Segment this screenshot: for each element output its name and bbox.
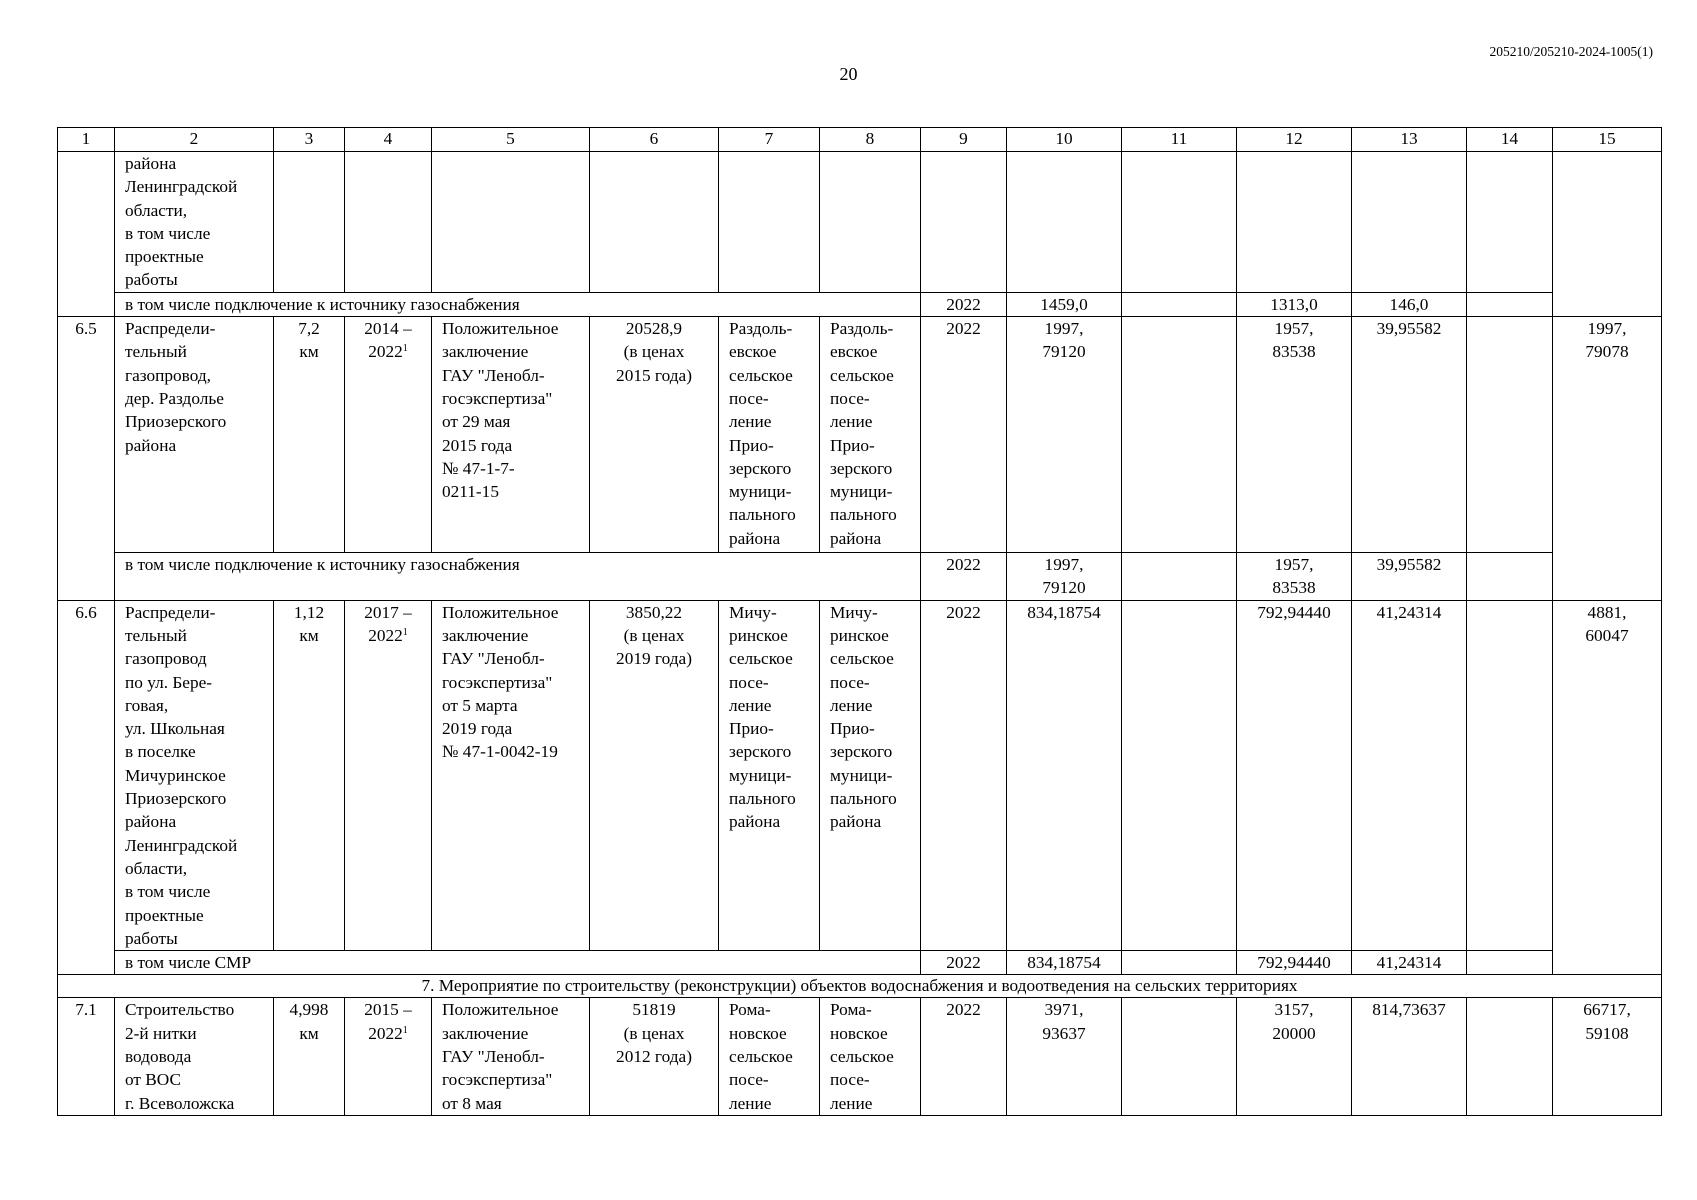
column-header: 1 bbox=[58, 128, 115, 152]
cell-c12: 3157, 20000 bbox=[1237, 998, 1352, 1116]
footnote-mark: 1 bbox=[402, 626, 408, 638]
cell-c12: 792,94440 bbox=[1237, 951, 1352, 975]
cell-period: 2015 – 2022$^1$ bbox=[345, 998, 432, 1116]
cell-year: 2022 bbox=[921, 553, 1007, 601]
cell-c15: 1997, 79078 bbox=[1553, 317, 1662, 601]
footnote-mark: 1 bbox=[402, 1024, 408, 1036]
cell-c10: 1997, 79120 bbox=[1007, 553, 1122, 601]
cell-period: 2017 – 2022$^1$ bbox=[345, 600, 432, 950]
page-number: 20 bbox=[839, 64, 858, 84]
column-header: 9 bbox=[921, 128, 1007, 152]
cell-name: Распредели- тельный газопровод по ул. Бере- говая, ул. Школьная в поселке Мичуринское Приозерского района Ленинградской области, в том числе проектные работы bbox=[115, 600, 274, 950]
subrow-label: в том числе подключение к источнику газоснабжения bbox=[115, 292, 921, 316]
subrow-label: в том числе подключение к источнику газоснабжения bbox=[115, 553, 921, 601]
cell-c10: 3971, 93637 bbox=[1007, 998, 1122, 1116]
section-title: 7. Мероприятие по строительству (реконструкции) объектов водоснабжения и водоотведения на сельских территориях bbox=[58, 975, 1662, 998]
column-header: 10 bbox=[1007, 128, 1122, 152]
table-subrow bbox=[58, 553, 1662, 601]
column-header: 15 bbox=[1553, 128, 1662, 152]
column-header: 4 bbox=[345, 128, 432, 152]
cell-year: 2022 bbox=[921, 600, 1007, 950]
table-row bbox=[58, 152, 1662, 293]
cell-c7: Рома- новское сельское посе- ление bbox=[719, 998, 820, 1116]
cell-expertise: Положительное заключение ГАУ "Ленобл- госэкспертиза" от 5 марта 2019 года № 47-1-0042-19 bbox=[432, 600, 590, 950]
subrow-label: в том числе СМР bbox=[115, 951, 921, 975]
table-row bbox=[58, 317, 1662, 553]
cell-expertise: Положительное заключение ГАУ "Ленобл- госэкспертиза" от 8 мая bbox=[432, 998, 590, 1116]
table-row bbox=[58, 998, 1662, 1116]
cell-c12: 1313,0 bbox=[1237, 292, 1352, 316]
cell-c7: Мичу- ринское сельское посе- ление Прио- зерского муници- пального района bbox=[719, 600, 820, 950]
cell-c13: 39,95582 bbox=[1352, 553, 1467, 601]
cell-c12: 1957, 83538 bbox=[1237, 317, 1352, 553]
column-header: 2 bbox=[115, 128, 274, 152]
column-header: 12 bbox=[1237, 128, 1352, 152]
cell-cost: 20528,9 (в ценах 2015 года) bbox=[590, 317, 719, 553]
cell-length: 4,998 км bbox=[274, 998, 345, 1116]
cell-year: 2022 bbox=[921, 317, 1007, 553]
cell-c10: 1997, 79120 bbox=[1007, 317, 1122, 553]
cell-year: 2022 bbox=[921, 292, 1007, 316]
cell-num bbox=[58, 152, 115, 317]
table-row bbox=[58, 600, 1662, 950]
column-header: 13 bbox=[1352, 128, 1467, 152]
cell-num: 6.5 bbox=[58, 317, 115, 601]
cell-c13: 814,73637 bbox=[1352, 998, 1467, 1116]
cell-name: Строительство 2-й нитки водовода от ВОС г. Всеволожска bbox=[115, 998, 274, 1116]
section-row bbox=[58, 975, 1662, 998]
cell-num: 6.6 bbox=[58, 600, 115, 975]
column-header: 3 bbox=[274, 128, 345, 152]
cell-name: района Ленинградской области, в том числе проектные работы bbox=[115, 152, 274, 293]
cell-name: Распредели- тельный газопровод, дер. Раздолье Приозерского района bbox=[115, 317, 274, 553]
cell-cost: 51819 (в ценах 2012 года) bbox=[590, 998, 719, 1116]
table-subrow bbox=[58, 951, 1662, 975]
column-header: 6 bbox=[590, 128, 719, 152]
program-table bbox=[57, 127, 1662, 1116]
table-subrow bbox=[58, 292, 1662, 316]
cell-period: 2014 – 2022$^1$ bbox=[345, 317, 432, 553]
cell-c13: 41,24314 bbox=[1352, 600, 1467, 950]
cell-c8: Рома- новское сельское посе- ление bbox=[820, 998, 921, 1116]
cell-year: 2022 bbox=[921, 951, 1007, 975]
cell-c10: 1459,0 bbox=[1007, 292, 1122, 316]
cell-c13: 41,24314 bbox=[1352, 951, 1467, 975]
column-header: 8 bbox=[820, 128, 921, 152]
cell-c12: 1957, 83538 bbox=[1237, 553, 1352, 601]
cell-c8: Раздоль- евское сельское посе- ление Прио- зерского муници- пального района bbox=[820, 317, 921, 553]
column-header: 11 bbox=[1122, 128, 1237, 152]
cell-c12: 792,94440 bbox=[1237, 600, 1352, 950]
column-header: 5 bbox=[432, 128, 590, 152]
cell-c15 bbox=[1553, 152, 1662, 317]
column-number-row bbox=[58, 128, 1662, 152]
cell-c7: Раздоль- евское сельское посе- ление Прио- зерского муници- пального района bbox=[719, 317, 820, 553]
cell-c10: 834,18754 bbox=[1007, 951, 1122, 975]
cell-year: 2022 bbox=[921, 998, 1007, 1116]
cell-length: 1,12 км bbox=[274, 600, 345, 950]
cell-c10: 834,18754 bbox=[1007, 600, 1122, 950]
column-header: 7 bbox=[719, 128, 820, 152]
column-header: 14 bbox=[1467, 128, 1553, 152]
cell-c13: 39,95582 bbox=[1352, 317, 1467, 553]
cell-c15: 4881, 60047 bbox=[1553, 600, 1662, 975]
cell-cost: 3850,22 (в ценах 2019 года) bbox=[590, 600, 719, 950]
cell-length: 7,2 км bbox=[274, 317, 345, 553]
footnote-mark: 1 bbox=[402, 343, 408, 355]
cell-c15: 66717, 59108 bbox=[1553, 998, 1662, 1116]
cell-num: 7.1 bbox=[58, 998, 115, 1116]
cell-c13: 146,0 bbox=[1352, 292, 1467, 316]
cell-c8: Мичу- ринское сельское посе- ление Прио- зерского муници- пального района bbox=[820, 600, 921, 950]
cell-expertise: Положительное заключение ГАУ "Ленобл- госэкспертиза" от 29 мая 2015 года № 47-1-7- 0211-15 bbox=[432, 317, 590, 553]
document-code: 205210/205210-2024-1005(1) bbox=[1489, 44, 1653, 59]
